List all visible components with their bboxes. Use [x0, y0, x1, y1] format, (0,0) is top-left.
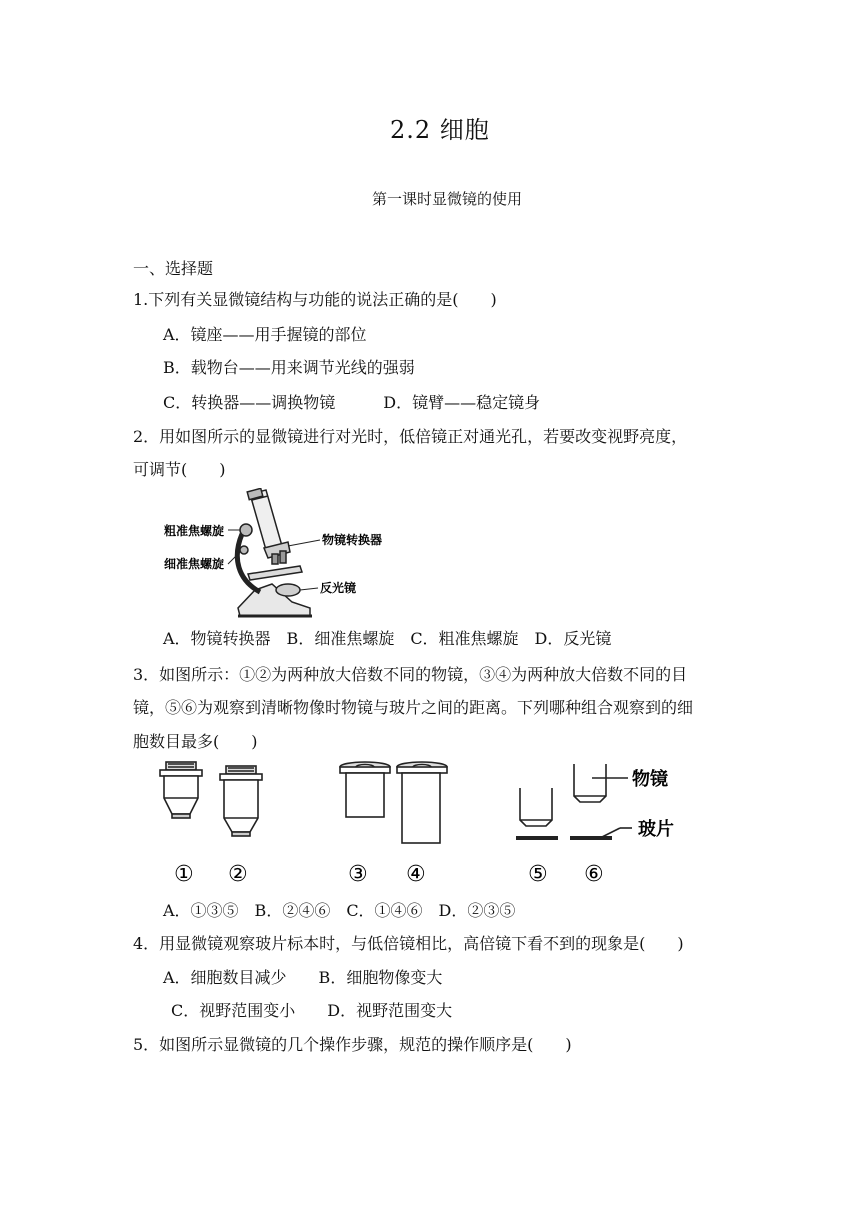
objective-long-drawing [220, 766, 262, 836]
microscope-figure [160, 488, 400, 623]
question-1-option-b: B．载物台——用来调节光线的强弱 [163, 358, 415, 377]
number-5: ⑤ [528, 862, 548, 887]
page-title: 2.2 细胞 [390, 116, 490, 144]
number-2: ② [228, 862, 248, 887]
label-objective: 物镜 [632, 769, 668, 790]
microscope-drawing [237, 488, 312, 616]
section-heading: 一、选择题 [133, 259, 214, 278]
eyepiece-long-drawing [397, 762, 447, 843]
number-6: ⑥ [584, 862, 604, 887]
question-4-option-ab: A．细胞数目减少 B．细胞物像变大 [163, 968, 443, 987]
question-2-options: A．物镜转换器 B．细准焦螺旋 C．粗准焦螺旋 D．反光镜 [163, 629, 612, 648]
label-slide: 玻片 [638, 819, 674, 840]
question-1-stem: 1.下列有关显微镜结构与功能的说法正确的是( ) [133, 290, 497, 309]
question-5-stem: 5．如图所示显微镜的几个操作步骤，规范的操作顺序是( ) [133, 1035, 572, 1054]
lens-figure [150, 758, 710, 888]
question-1-option-a: A．镜座——用手握镜的部位 [163, 325, 367, 344]
question-3-options: A．①③⑤ B．②④⑥ C．①④⑥ D．②③⑤ [163, 901, 516, 920]
question-2-stem-line2: 可调节( ) [133, 460, 226, 479]
label-nosepiece: 物镜转换器 [322, 533, 383, 547]
question-2-stem-line1: 2．用如图所示的显微镜进行对光时，低倍镜正对通光孔，若要改变视野亮度， [133, 427, 688, 446]
number-3: ③ [348, 862, 368, 887]
question-4-stem: 4．用显微镜观察玻片标本时，与低倍镜相比，高倍镜下看不到的现象是( ) [133, 934, 684, 953]
question-4-option-cd: C．视野范围变小 D．视野范围变大 [171, 1001, 453, 1020]
objective-short-drawing [160, 762, 202, 818]
question-3-stem-line1: 3．如图所示：①②为两种放大倍数不同的物镜，③④为两种放大倍数不同的目 [133, 665, 688, 684]
label-coarse-focus: 粗准焦螺旋 [164, 524, 225, 538]
question-3-stem-line3: 胞数目最多( ) [133, 732, 258, 751]
page-subtitle: 第一课时显微镜的使用 [372, 190, 523, 208]
label-fine-focus: 细准焦螺旋 [164, 557, 225, 571]
number-1: ① [174, 862, 194, 887]
question-3-stem-line2: 镜，⑤⑥为观察到清晰物像时物镜与玻片之间的距离。下列哪种组合观察到的细 [133, 698, 694, 717]
question-1-option-cd: C．转换器——调换物镜 D．镜臂——稳定镜身 [163, 393, 541, 412]
number-4: ④ [406, 862, 426, 887]
eyepiece-short-drawing [340, 762, 390, 817]
distance-near-drawing [516, 788, 558, 838]
distance-far-drawing [570, 764, 632, 838]
label-mirror: 反光镜 [320, 581, 357, 595]
